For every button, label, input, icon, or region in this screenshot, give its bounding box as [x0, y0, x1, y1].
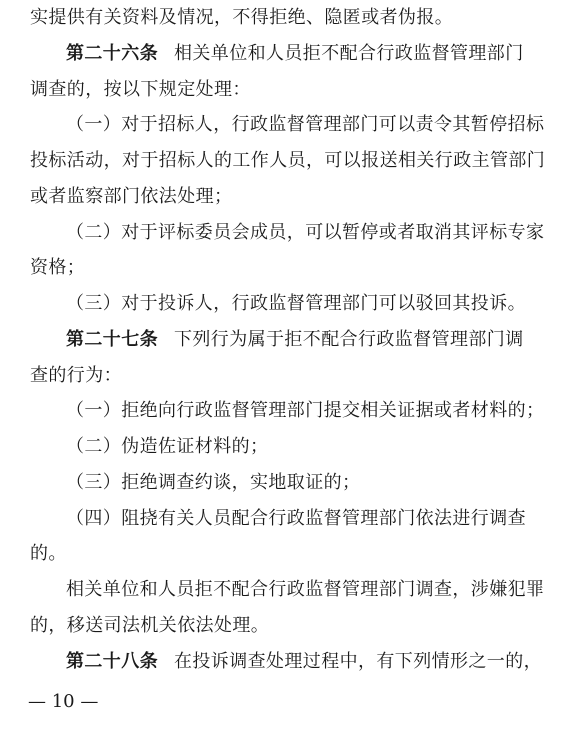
article-28-heading: 第二十八条 在投诉调查处理过程中，有下列情形之一的， [66, 651, 542, 672]
text-line: 的，移送司法机关依法处理。 [30, 615, 270, 636]
article-number: 第二十八条 [66, 651, 158, 672]
text-line: 资格； [30, 257, 86, 278]
article-26-heading: 第二十六条 相关单位和人员拒不配合行政监督管理部门 [66, 43, 524, 64]
text-line: （三）对于投诉人，行政监督管理部门可以驳回其投诉。 [66, 293, 526, 314]
text-line: 投标活动，对于招标人的工作人员，可以报送相关行政主管部门 [30, 150, 546, 171]
text-line: （一）拒绝向行政监督管理部门提交相关证据或者材料的； [66, 400, 545, 421]
text-line: 实提供有关资料及情况，不得拒绝、隐匿或者伪报。 [30, 7, 454, 28]
text-line: （二）对于评标委员会成员，可以暂停或者取消其评标专家 [66, 222, 545, 243]
text-line: （二）伪造佐证材料的； [66, 436, 269, 457]
text-line: 或者监察部门依法处理； [30, 186, 233, 207]
article-number: 第二十六条 [66, 43, 158, 64]
text-line: 的。 [30, 543, 67, 564]
article-27-heading: 第二十七条 下列行为属于拒不配合行政监督管理部门调 [66, 329, 524, 350]
text-line: （一）对于招标人，行政监督管理部门可以责令其暂停招标 [66, 114, 545, 135]
text-line: （三）拒绝调查约谈，实地取证的； [66, 472, 361, 493]
text-line: 查的行为： [30, 365, 122, 386]
article-number: 第二十七条 [66, 329, 158, 350]
text-line: （四）阻挠有关人员配合行政监督管理部门依法进行调查 [66, 508, 526, 529]
text-line: 调查的，按以下规定处理： [30, 79, 251, 100]
text-line: 相关单位和人员拒不配合行政监督管理部门调查，涉嫌犯罪 [66, 579, 545, 600]
page-number: — 10 — [28, 691, 99, 712]
